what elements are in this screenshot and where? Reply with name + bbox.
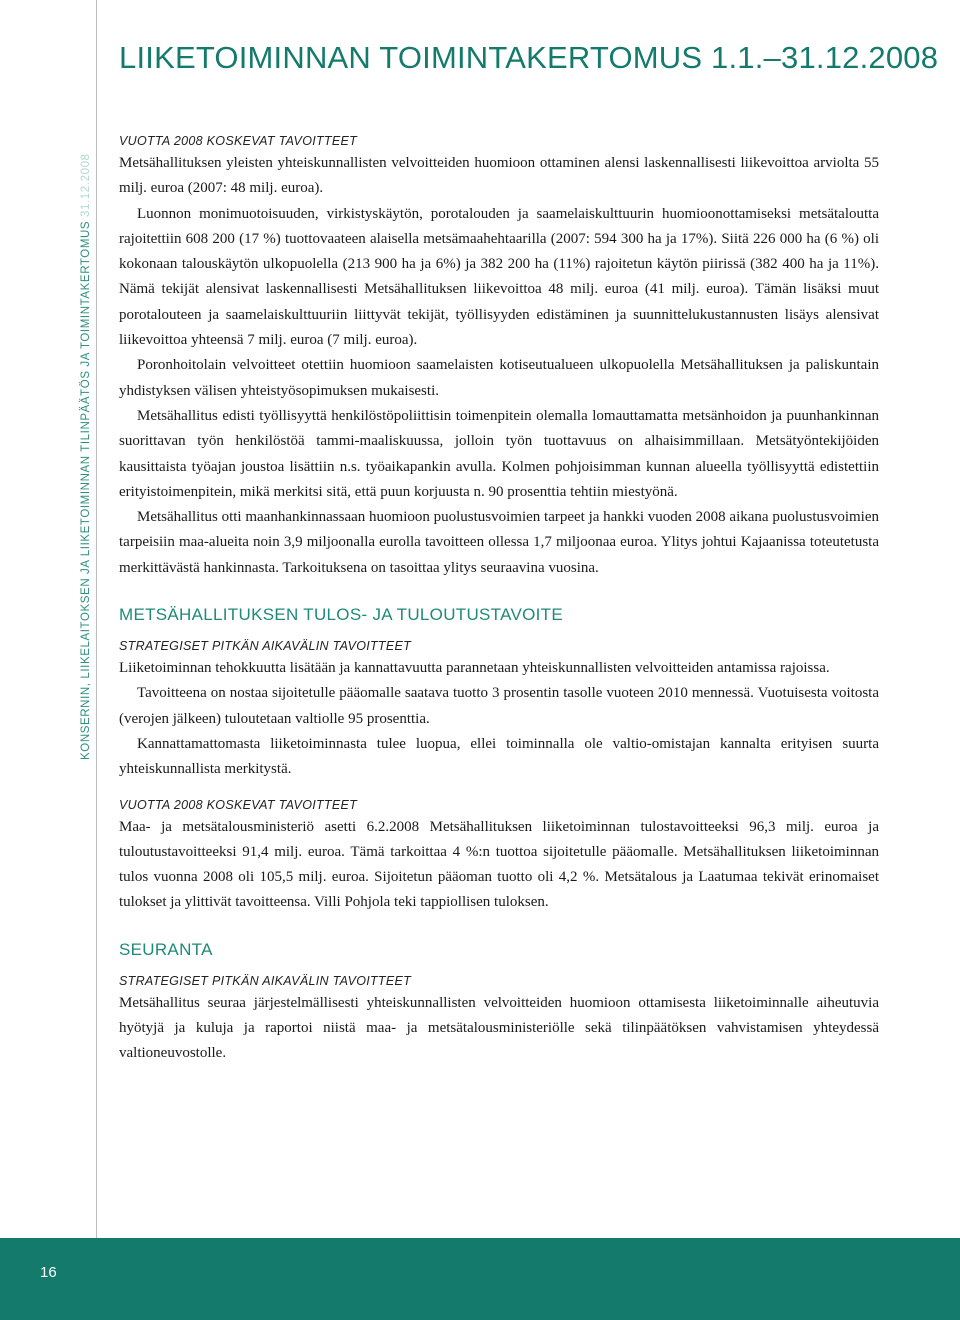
sidebar-divider — [96, 0, 97, 1238]
section1-paragraph-4: Metsähallitus edisti työllisyyttä henkilöstöpoliittisin toimenpitein olemalla lomauttamatta metsänhoidon ja puunhankinnan suorittavan työn henkilöstöä tammi-maaliskuussa, jolloin työn tuottavuus on alhaisimmillaan. Metsätyöntekijöiden kausittaista työajan joustoa lisättiin n.s. työaikapankin avulla. Kolmen pohjoisimman kunnan alueella työllisyyttä edistettiin erityistoimenpitein, mikä merkitsi sitä, että puun korjuusta n. 90 prosenttia tehtiin miestyönä. — [119, 407, 879, 500]
section1-paragraph-1: Metsähallituksen yleisten yhteiskunnallisten velvoitteiden huomioon ottaminen alensi laskennallisesti liikevoittoa arviolta 55 milj. euroa (2007: 48 milj. euroa). — [119, 155, 879, 197]
section2-paragraph-2: Tavoitteena on nostaa sijoitetulle pääomalle saatava tuotto 3 prosentin tasolle vuoteen 2010 mennessä. Vuotuisesta voitosta (verojen jälkeen) tuloutetaan valtiolle 95 prosenttia. — [119, 685, 879, 727]
section1-paragraph-5: Metsähallitus otti maanhankinnassaan huomioon puolustusvoimien tarpeet ja hankki vuoden 2008 aikana puolustusvoimien tarpeisiin maa-alueita noin 3,9 miljoonalla eurolla tavoitteen ollessa 1,7 miljoonaa euroa. Ylitys johtui Kajaanissa toteutetusta merkittävästä hankinnasta. Tarkoituksena on tasoittaa ylitys seuraavina vuosina. — [119, 509, 879, 576]
page-title: LIIKETOIMINNAN TOIMINTAKERTOMUS 1.1.–31.12.2008 — [119, 40, 939, 75]
section1-paragraph-3: Poronhoitolain velvoitteet otettiin huomioon saamelaisten kotiseutualueen ulkopuolella Metsähallituksen ja paliskuntain yhdistyksen välisen yhteistyösopimuksen mukaisesti. — [119, 357, 879, 399]
section3-paragraph-1: Metsähallitus seuraa järjestelmällisesti yhteiskunnallisten velvoitteiden huomioon ottamisesta liiketoiminnalle aiheutuvia hyötyjä ja kuluja ja raportoi niistä maa- ja metsätalousministeriölle sekä tilinpäätöksen vahvistamisen yhteydessä valtioneuvostolle. — [119, 994, 879, 1062]
section2-subheading-2008: VUOTTA 2008 KOSKEVAT TAVOITTEET — [119, 797, 358, 812]
section3-heading: SEURANTA — [119, 939, 213, 959]
page-number: 16 — [40, 1264, 57, 1281]
section2-paragraph-1: Liiketoiminnan tehokkuutta lisätään ja kannattavuutta parannetaan yhteiskunnallisten velvoitteiden antamissa rajoissa. — [119, 660, 830, 677]
section2-paragraph-3: Kannattamattomasta liiketoiminnasta tulee luopua, ellei toiminnalla ole valtio-omistajan kannalta erityisen suurta yhteiskunnallista merkitystä. — [119, 735, 879, 778]
main-content — [119, 131, 879, 1067]
sidebar-vertical-text — [80, 153, 92, 760]
section3-subheading: STRATEGISET PITKÄN AIKAVÄLIN TAVOITTEET — [119, 973, 412, 988]
footer-band — [0, 1238, 960, 1320]
section2-heading: METSÄHALLITUKSEN TULOS- JA TULOUTUSTAVOITE — [119, 605, 563, 625]
section1-subheading: VUOTTA 2008 KOSKEVAT TAVOITTEET — [119, 134, 358, 148]
sidebar-vertical-text-date: 31.12.2008 — [80, 153, 92, 217]
section2-paragraph-4: Maa- ja metsätalousministeriö asetti 6.2.2008 Metsähallituksen liiketoiminnan tulostavoitteeksi 96,3 milj. euroa ja tuloutustavoitteeksi 91,4 milj. euroa. Tämä tarkoittaa 4 %:n tuottoa sijoitetulle pääomalle. Metsähallituksen liiketoiminnan tulos vuonna 2008 oli 105,5 milj. euroa. Sijoitetun pääoman tuotto oli 4,2 %. Metsätalous ja Laatumaa tekivät erinomaiset tulokset ja ylittivät tavoitteensa. Villi Pohjola teki tappiollisen tuloksen. — [119, 818, 879, 911]
section1-paragraph-2: Luonnon monimuotoisuuden, virkistyskäytön, porotalouden ja saamelaiskulttuurin huomioonottamiseksi metsätaloutta rajoitettiin 608 200 (17 %) tuottovaateen alaisella metsämaahehtaarilla (2007: 594 300 ha ja 17%). Siitä 226 000 ha (6 %) oli kokonaan talouskäytön ulkopuolella (213 900 ha ja 6%) ja 382 200 ha (11%) rajoitetun käytön piirissä (382 400 ha ja 11%). Nämä tekijät alensivat laskennallisesti Metsähallituksen liikevoittoa 48 milj. euroa (41 milj. euroa). Tämän lisäksi muut porotalouteen ja saamelaiskulttuuriin liittyvät tekijät, työllisyyden edistäminen ja suunnittelukustannusten lisäys alensivat liikevoittoa yhteensä 7 milj. euroa (7 milj. euroa). — [119, 205, 879, 349]
sidebar-vertical-text-main: KONSERNIN, LIIKELAITOKSEN JA LIIKETOIMINNAN TILINPÄÄTÖS JA TOIMINTAKERTOMUS — [80, 220, 92, 760]
section2-subheading-strategic: STRATEGISET PITKÄN AIKAVÄLIN TAVOITTEET — [119, 639, 412, 654]
